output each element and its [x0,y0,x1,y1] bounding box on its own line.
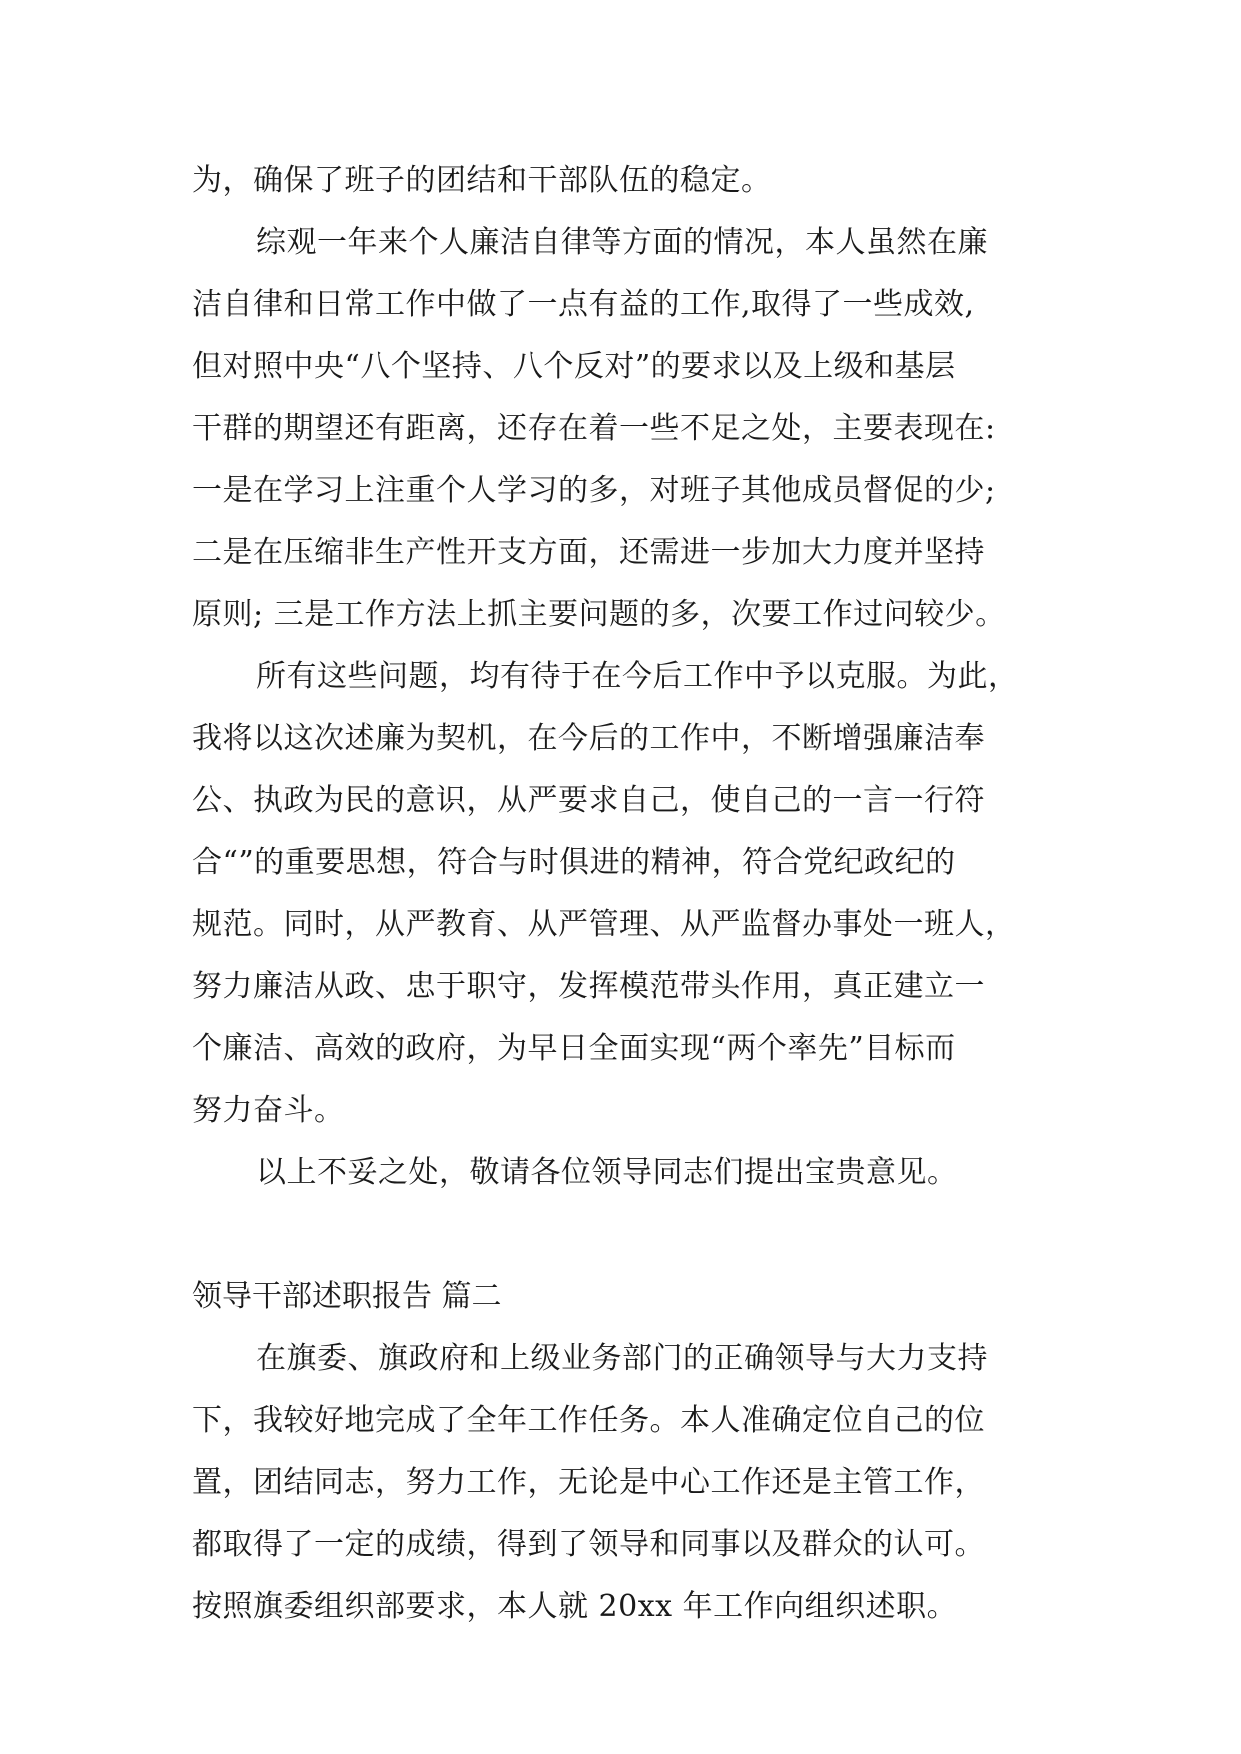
text-line: 但对照中央“八个坚持、八个反对”的要求以及上级和基层 [192,349,956,384]
text-line: 原则; 三是工作方法上抓主要问题的多，次要工作过问较少。 [192,597,1006,632]
text-line: 都取得了一定的成绩，得到了领导和同事以及群众的认可。 [192,1527,985,1562]
text-line: 以上不妥之处，敬请各位领导同志们提出宝贵意见。 [256,1155,958,1190]
text-line: 努力奋斗。 [192,1093,345,1128]
text-line: 一是在学习上注重个人学习的多，对班子其他成员督促的少; [192,473,996,508]
text-line: 按照旗委组织部要求，本人就 20xx 年工作向组织述职。 [192,1589,958,1624]
text-line: 合“”的重要思想，符合与时俱进的精神，符合党纪政纪的 [192,845,956,880]
text-line: 下，我较好地完成了全年工作任务。本人准确定位自己的位 [192,1403,985,1438]
text-line: 综观一年来个人廉洁自律等方面的情况，本人虽然在廉 [256,225,988,260]
text-line: 我将以这次述廉为契机，在今后的工作中，不断增强廉洁奉 [192,721,985,756]
text-line: 干群的期望还有距离，还存在着一些不足之处，主要表现在: [192,411,996,446]
section-heading: 领导干部述职报告 篇二 [192,1279,502,1314]
text-line: 洁自律和日常工作中做了一点有益的工作,取得了一些成效, [192,287,975,322]
text-line: 置，团结同志，努力工作，无论是中心工作还是主管工作， [192,1465,985,1500]
text-line: 规范。同时，从严教育、从严管理、从严监督办事处一班人， [192,907,1016,942]
text-line: 个廉洁、高效的政府，为早日全面实现“两个率先”目标而 [192,1031,956,1066]
document-body [192,150,1062,1638]
text-line: 努力廉洁从政、忠于职守，发挥模范带头作用，真正建立一 [192,969,985,1004]
text-line: 为，确保了班子的团结和干部队伍的稳定。 [192,163,772,198]
paragraph-gap [192,1204,1062,1266]
text-line: 公、执政为民的意识，从严要求自己，使自己的一言一行符 [192,783,985,818]
text-line: 二是在压缩非生产性开支方面，还需进一步加大力度并坚持 [192,535,985,570]
text-line: 在旗委、旗政府和上级业务部门的正确领导与大力支持 [256,1341,988,1376]
text-line: 所有这些问题，均有待于在今后工作中予以克服。为此， [256,659,1019,694]
